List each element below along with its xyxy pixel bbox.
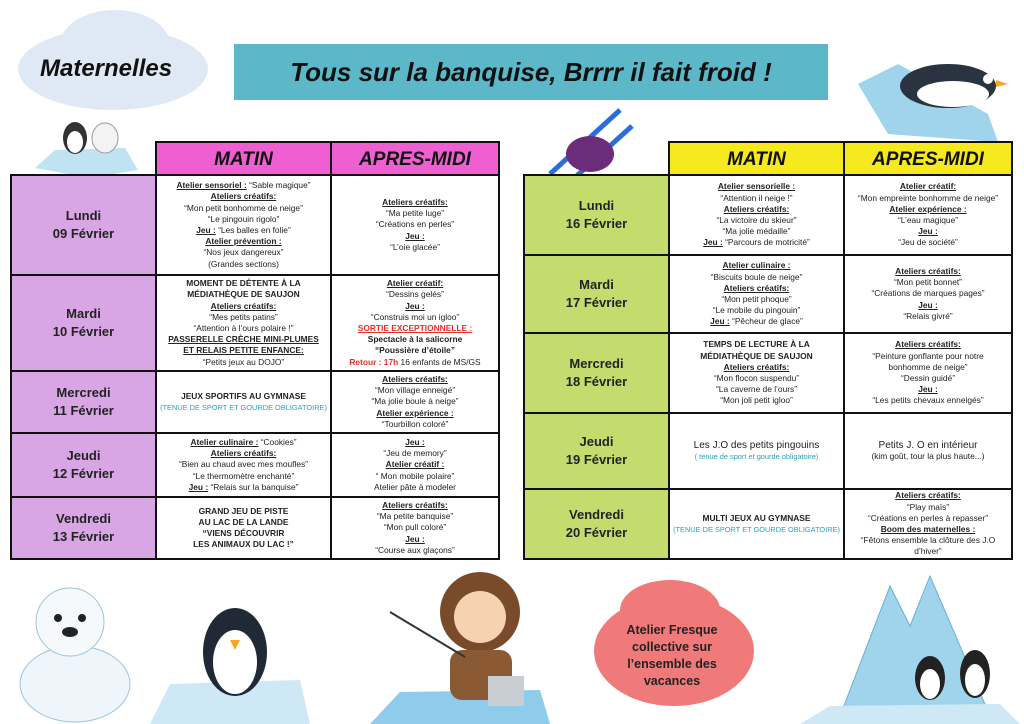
aprem-line	[334, 459, 496, 470]
activity-text: “Play maïs”	[906, 501, 950, 512]
aprem-cell	[332, 498, 498, 558]
matin-line	[159, 539, 328, 550]
activity-label: Atelier prévention :	[205, 236, 282, 247]
matin-line	[672, 204, 841, 215]
matin-line	[159, 482, 328, 493]
day-row	[12, 176, 498, 274]
day-date: 18 Février	[565, 374, 628, 389]
activity-text: “Dessins gelés”	[386, 289, 444, 300]
aprem-line	[334, 511, 496, 522]
day-name: Lundi	[578, 198, 615, 213]
event-title: JEUX SPORTIFS AU GYMNASE	[181, 390, 306, 401]
activity-text: “Créations en perles à repasser”	[867, 512, 989, 523]
day-cell	[12, 498, 157, 558]
matin-line	[159, 517, 328, 528]
aprem-line	[847, 288, 1009, 299]
activity-text: “Jeu de société”	[898, 237, 958, 248]
aprem-line	[847, 524, 1009, 535]
matin-line	[159, 528, 328, 539]
day-name: Mercredi	[56, 385, 111, 400]
activity-text: “Attention il neige !”	[720, 192, 793, 203]
event-note: (TENUE DE SPORT ET GOURDE OBLIGATOIRE)	[673, 525, 840, 534]
aprem-line	[847, 300, 1009, 311]
activity-text: “Nos jeux dangereux”	[203, 247, 284, 258]
day-name: Vendredi	[569, 507, 624, 522]
aprem-line	[334, 534, 496, 545]
aprem-line	[334, 471, 496, 482]
aprem-line	[847, 546, 1009, 557]
aprem-line	[847, 395, 1009, 406]
aprem-line	[847, 311, 1009, 322]
day-row	[525, 176, 1011, 254]
aprem-line	[334, 357, 496, 368]
day-cell	[525, 414, 670, 488]
matin-line	[159, 203, 328, 214]
aprem-line	[334, 242, 496, 253]
aprem-line	[847, 204, 1009, 215]
matin-line	[672, 316, 841, 327]
aprem-cell	[332, 372, 498, 432]
aprem-line	[334, 197, 496, 208]
penguin-illustration	[150, 600, 310, 724]
matin-line	[159, 225, 328, 236]
activity-text: “Construis moi un igloo”	[370, 311, 460, 322]
day-cell	[525, 256, 670, 332]
activity-text: “Petits jeux au DOJO”	[202, 356, 285, 367]
activity-label: Atelier créatif:	[386, 278, 444, 289]
day-cell	[525, 334, 670, 412]
aprem-line	[847, 384, 1009, 395]
activity-text: “Les petits chevaux enneigés”	[872, 395, 984, 406]
matin-line	[672, 181, 841, 192]
activity-text: “L’eau magique”	[897, 215, 959, 225]
matin-line	[159, 448, 328, 459]
aprem-cell	[845, 176, 1011, 254]
activity-text: “La victoire du skieur”	[716, 215, 797, 225]
matin-line	[159, 506, 328, 517]
activity-text: “La caverne de l’ours”	[716, 384, 797, 395]
aprem-line	[847, 535, 1009, 546]
day-row	[12, 370, 498, 432]
activity-label: Ateliers créatifs:	[382, 196, 448, 207]
penguin-iceberg-illustration	[30, 108, 140, 180]
day-cell	[525, 490, 670, 558]
matin-line	[159, 301, 328, 312]
activity-text: “Mon petit phoque”	[721, 294, 792, 304]
activity-label: ET RELAIS PETITE ENFANCE:	[183, 345, 304, 356]
activity-label: Ateliers créatifs:	[382, 500, 448, 510]
aprem-line	[847, 226, 1009, 237]
activity-text: “Fêtons ensemble la clôture des J.O	[860, 535, 996, 546]
matin-line	[672, 362, 841, 373]
day-date: 13 Février	[52, 529, 115, 544]
day-row	[12, 432, 498, 496]
activity-label: Jeu :	[405, 533, 425, 544]
matin-line	[159, 323, 328, 334]
activity-text: “Mon petit bonnet”	[894, 277, 962, 288]
activity-text: “Ma petite luge”	[385, 208, 445, 219]
day-row	[525, 254, 1011, 332]
day-name: Vendredi	[56, 511, 111, 526]
activity-text: “Ma petite banquise”	[376, 511, 454, 522]
matin-line	[672, 513, 841, 524]
event-title: AU LAC DE LA LANDE	[198, 516, 289, 527]
left-header-apres-midi: APRES-MIDI	[330, 141, 500, 176]
aprem-line	[334, 334, 496, 345]
activity-text: “Peinture gonflante pour notre	[872, 350, 984, 361]
activity-text: “Course aux glaçons”	[375, 544, 455, 555]
day-date: 11 Février	[53, 403, 114, 418]
activity-text: “Ma jolie boule à neige”	[371, 396, 459, 407]
matin-line	[159, 402, 328, 413]
aprem-line	[847, 440, 1009, 451]
activity-text: “Mes petits patins”	[209, 311, 278, 322]
aprem-line	[847, 490, 1009, 501]
activity-label: Boom des maternelles :	[880, 524, 976, 534]
activity-text: bonhomme de neige”	[888, 361, 968, 372]
matin-cell	[157, 176, 332, 274]
day-row	[12, 496, 498, 558]
aprem-line	[847, 266, 1009, 277]
event-title: MULTI JEUX AU GYMNASE	[702, 512, 811, 523]
matin-line	[159, 471, 328, 482]
matin-line	[159, 312, 328, 323]
activity-text: Atelier pâte à modeler	[374, 481, 456, 492]
matin-line	[672, 283, 841, 294]
matin-line	[159, 247, 328, 258]
activity-label: Atelier créatif:	[899, 181, 957, 192]
matin-line	[159, 345, 328, 356]
aprem-line	[334, 500, 496, 511]
activity-text: “Tourbillon coloré”	[381, 418, 449, 429]
aprem-line	[334, 408, 496, 419]
page-title: Tous sur la banquise, Brrrr il fait froid !	[290, 57, 772, 87]
aprem-line	[334, 345, 496, 356]
activity-text: “Mon pull coloré”	[383, 522, 447, 533]
aprem-line	[847, 215, 1009, 226]
aprem-line	[334, 289, 496, 300]
matin-line	[672, 384, 841, 395]
activity-text: “Bien au chaud avec mes moufles”	[179, 459, 308, 470]
activity-label: Atelier expérience :	[889, 203, 967, 214]
day-date: 12 Février	[52, 466, 115, 481]
day-cell	[12, 176, 157, 274]
matin-line	[672, 260, 841, 271]
left-header-matin: MATIN	[155, 141, 332, 176]
activity-text: “ Mon mobile polaire”	[375, 470, 455, 481]
matin-line	[672, 272, 841, 283]
matin-line	[672, 294, 841, 305]
activity-label: Atelier culinaire :	[722, 260, 791, 271]
activity-text: “Relais sur la banquise”	[208, 481, 299, 492]
event-note: ( tenue de sport et gourde obligatoire)	[694, 452, 819, 461]
aprem-cell	[332, 176, 498, 274]
day-name: Mardi	[66, 306, 101, 321]
aprem-line	[847, 513, 1009, 524]
event-title: “Poussière d’étoile”	[374, 345, 456, 356]
matin-line	[672, 451, 841, 462]
activity-label: Jeu :	[188, 481, 209, 492]
matin-line	[672, 440, 841, 451]
matin-cell	[157, 434, 332, 496]
activity-label: Jeu :	[405, 437, 425, 447]
aprem-line	[847, 351, 1009, 362]
left-planning-table	[10, 174, 500, 560]
day-date: 09 Février	[52, 226, 115, 241]
activity-label: Atelier expérience :	[376, 407, 454, 418]
activity-label: Jeu :	[196, 225, 216, 235]
event-title: Spectacle à la salicorne	[367, 334, 463, 345]
matin-line	[672, 339, 841, 350]
activity-label: Ateliers créatifs:	[895, 265, 961, 276]
activity-text: “Les balles en folie”	[215, 225, 291, 235]
matin-cell	[670, 176, 845, 254]
aprem-line	[334, 231, 496, 242]
activity-label: Ateliers créatifs:	[895, 490, 961, 501]
activity-text: “Le pingouin rigolo”	[207, 213, 280, 224]
event-title: MÉDIATHÈQUE DE SAUJON	[700, 350, 813, 361]
activity-text: “Jeu de memory”	[383, 448, 447, 459]
activity-text: 16 enfants de MS/GS	[398, 356, 481, 367]
activity-label: Ateliers créatifs:	[382, 374, 448, 384]
day-cell	[525, 176, 670, 254]
matin-line	[672, 215, 841, 226]
activity-text: “Relais givré”	[903, 310, 953, 321]
activity-label: Ateliers créatifs:	[210, 300, 277, 311]
aprem-line	[334, 522, 496, 533]
matin-line	[159, 391, 328, 402]
activity-label: Jeu :	[918, 384, 938, 395]
activity-text: “Mon joli petit igloo”	[720, 395, 793, 406]
activity-text: (Grandes sections)	[208, 258, 279, 269]
aprem-line	[847, 339, 1009, 350]
day-date: 10 Février	[52, 324, 115, 339]
event-title: LES ANIMAUX DU LAC !”	[193, 539, 294, 550]
matin-line	[159, 236, 328, 247]
event-title: Les J.O des petits pingouins	[693, 439, 820, 451]
activity-label: Atelier sensorielle :	[717, 181, 796, 192]
activity-text: “Créations en perles”	[375, 219, 455, 230]
day-name: Jeudi	[579, 434, 614, 449]
day-row	[525, 488, 1011, 558]
event-title: GRAND JEU DE PISTE	[198, 505, 289, 516]
aprem-line	[334, 482, 496, 493]
matin-cell	[670, 414, 845, 488]
matin-line	[159, 278, 328, 289]
matin-line	[159, 459, 328, 470]
activity-label: Ateliers créatifs:	[210, 448, 277, 459]
title-banner	[234, 44, 828, 100]
aprem-cell	[332, 276, 498, 370]
day-date: 20 Février	[565, 525, 628, 540]
matin-cell	[157, 372, 332, 432]
aprem-line	[847, 193, 1009, 204]
activity-label: Ateliers créatifs:	[895, 339, 961, 350]
matin-line	[159, 259, 328, 270]
day-row	[12, 274, 498, 370]
aprem-line	[334, 419, 496, 430]
activity-label: Ateliers créatifs:	[723, 203, 790, 214]
day-name: Jeudi	[66, 448, 101, 463]
aprem-line	[334, 385, 496, 396]
activity-text: d’hiver”	[914, 546, 942, 557]
day-row	[525, 412, 1011, 488]
activity-text: “Mon empreinte bonhomme de neige”	[857, 192, 999, 203]
activity-text: “Mon village enneigé”	[374, 385, 456, 396]
activity-label: Atelier culinaire :	[190, 437, 259, 447]
day-cell	[12, 276, 157, 370]
matin-line	[672, 373, 841, 384]
matin-line	[672, 193, 841, 204]
matin-cell	[670, 334, 845, 412]
matin-line	[159, 334, 328, 345]
aprem-cell	[845, 414, 1011, 488]
group-label: Maternelles	[40, 55, 173, 82]
activity-text: “L’oie glacée”	[390, 241, 440, 252]
day-date: 19 Février	[565, 452, 628, 467]
aprem-line	[334, 301, 496, 312]
activity-label: PASSERELLE CRÈCHE MINI-PLUMES	[168, 334, 319, 345]
ice-fishing-child-illustration	[370, 562, 550, 724]
matin-line	[672, 524, 841, 535]
day-name: Lundi	[65, 208, 102, 223]
day-name: Mercredi	[569, 356, 624, 371]
activity-label: Jeu :	[918, 299, 938, 310]
activity-text: “Biscuits boule de neige”	[710, 271, 803, 282]
outing-label: SORTIE EXCEPTIONNELLE :	[357, 323, 473, 333]
aprem-line	[334, 437, 496, 448]
activity-label: Jeu :	[703, 237, 723, 248]
day-date: 16 Février	[565, 216, 628, 231]
aprem-cell	[845, 256, 1011, 332]
aprem-line	[847, 237, 1009, 248]
fresque-note: Atelier Fresque collective sur l’ensemble des vacances	[626, 623, 718, 688]
aprem-line	[847, 373, 1009, 384]
day-name: Mardi	[579, 277, 614, 292]
activity-label: Ateliers créatifs:	[723, 361, 790, 372]
activity-text: “Parcours de motricité”	[722, 237, 810, 248]
right-planning-table	[523, 174, 1013, 560]
ski-illustration	[540, 104, 636, 184]
event-note: (TENUE DE SPORT ET GOURDE OBLIGATOIRE)	[160, 403, 327, 412]
matin-line	[159, 214, 328, 225]
matin-line	[159, 289, 328, 300]
activity-text: “Ma jolie médaille”	[722, 226, 791, 237]
day-row	[525, 332, 1011, 412]
aprem-line	[847, 277, 1009, 288]
activity-text: “Le thermomètre enchanté”	[192, 470, 295, 481]
right-header-matin: MATIN	[668, 141, 845, 176]
activity-text: “Attention à l’ours polaire !”	[193, 323, 294, 333]
activity-text: “Mon flocon suspendu”	[713, 373, 800, 383]
matin-cell	[157, 276, 332, 370]
event-title: Petits J. O en intérieur	[878, 439, 978, 451]
activity-label: Jeu :	[405, 230, 425, 241]
activity-text: “Cookies”	[258, 437, 297, 447]
event-title: MÉDIATHÈQUE DE SAUJON	[187, 289, 300, 300]
event-title: TEMPS DE LECTURE À LA	[703, 339, 810, 350]
activity-text: “Dessin guidé”	[901, 373, 955, 383]
aprem-line	[847, 362, 1009, 373]
matin-line	[159, 357, 328, 368]
aprem-line	[847, 451, 1009, 462]
activity-label: Jeu :	[405, 300, 425, 311]
activity-text: “Pêcheur de glace”	[729, 316, 803, 327]
matin-line	[672, 395, 841, 406]
activity-text: “Le mobile du pingouin”	[712, 305, 801, 316]
matin-line	[159, 180, 328, 191]
matin-line	[672, 305, 841, 316]
activity-label: Ateliers créatifs:	[210, 191, 277, 202]
polar-bear-illustration	[10, 574, 140, 724]
activity-text: “Créations de marques pages”	[871, 288, 985, 299]
aprem-cell	[845, 490, 1011, 558]
matin-cell	[157, 498, 332, 558]
activity-text: “Mon petit bonhomme de neige”	[184, 202, 303, 213]
matin-line	[672, 226, 841, 237]
iceberg-penguins-illustration	[800, 566, 1020, 724]
day-cell	[12, 372, 157, 432]
activity-text: “Sable magique”	[246, 180, 311, 191]
matin-line	[672, 237, 841, 248]
event-title: “VIENS DÉCOUVRIR	[202, 528, 285, 538]
day-date: 17 Février	[565, 295, 628, 310]
activity-label: Atelier sensoriel :	[176, 180, 247, 191]
activity-label: Ateliers créatifs:	[723, 282, 790, 293]
aprem-line	[334, 312, 496, 323]
activity-label: Jeu :	[710, 316, 730, 327]
day-cell	[12, 434, 157, 496]
matin-line	[672, 351, 841, 362]
aprem-line	[847, 502, 1009, 513]
aprem-line	[334, 448, 496, 459]
aprem-line	[334, 219, 496, 230]
matin-line	[159, 191, 328, 202]
aprem-line	[334, 545, 496, 556]
aprem-line	[334, 323, 496, 334]
aprem-line	[334, 374, 496, 385]
activity-label: Atelier créatif :	[385, 459, 445, 470]
matin-line	[159, 437, 328, 448]
matin-cell	[670, 490, 845, 558]
activity-text: (kim goût, tour la plus haute...)	[871, 451, 985, 461]
matin-cell	[670, 256, 845, 332]
aprem-line	[334, 278, 496, 289]
aprem-line	[334, 208, 496, 219]
right-header-apres-midi: APRES-MIDI	[843, 141, 1013, 176]
sliding-penguin-illustration	[848, 24, 1008, 142]
return-time: Retour : 17h	[349, 356, 399, 367]
aprem-line	[847, 181, 1009, 192]
aprem-line	[334, 396, 496, 407]
aprem-cell	[332, 434, 498, 496]
activity-label: Jeu :	[918, 226, 938, 237]
aprem-cell	[845, 334, 1011, 412]
event-title: MOMENT DE DÉTENTE À LA	[186, 278, 301, 289]
